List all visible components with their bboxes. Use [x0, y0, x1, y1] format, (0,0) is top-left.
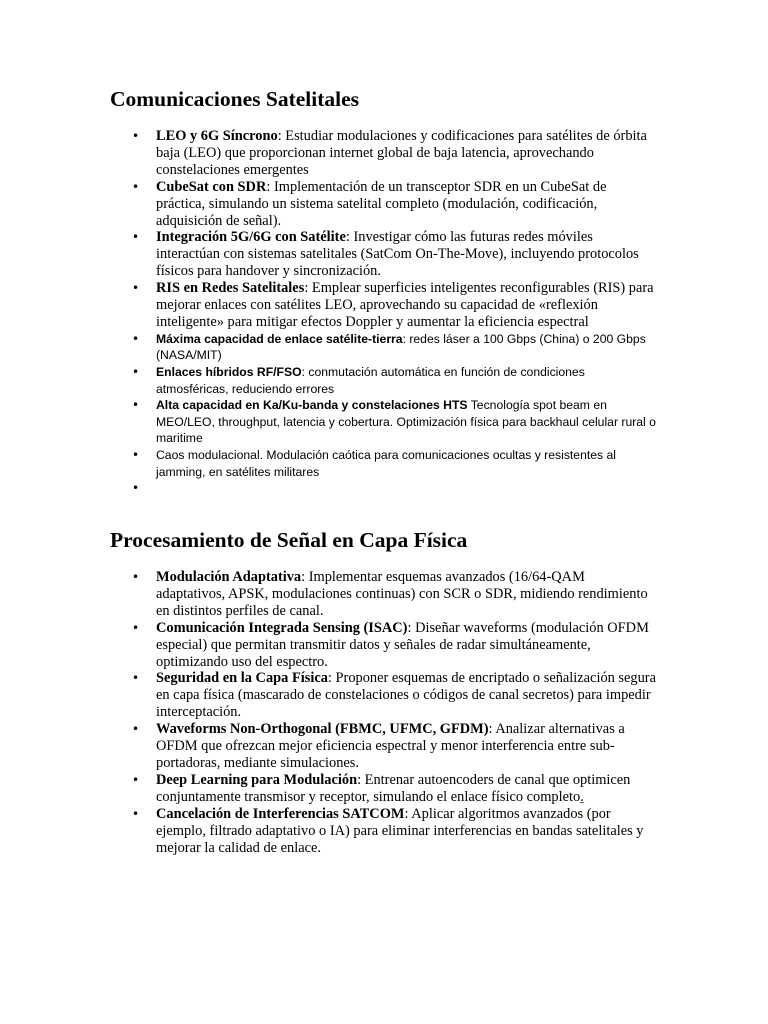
- item-description: : conmutación automática en función de condiciones atmosféricas, reduciendo errores: [156, 365, 585, 396]
- item-term: Alta capacidad en Ka/Ku-banda y constelaciones HTS: [156, 398, 468, 413]
- underlined-period: .: [580, 788, 584, 805]
- item-term: Deep Learning para Modulación: [156, 771, 358, 788]
- item-term: Waveforms Non-Orthogonal (FBMC, UFMC, GFDM): [156, 721, 489, 738]
- item-description: Tecnología spot beam en MEO/LEO, throughput, latencia y cobertura. Optimización física para backhaul celular rural o maritime: [156, 398, 656, 446]
- item-description: : Entrenar autoencoders de canal que optimicen conjuntamente transmisor y receptor, simulando el enlace físico completo: [156, 771, 631, 805]
- bullet-list-satellite-communications: [156, 128, 656, 497]
- item-term: RIS en Redes Satelitales: [156, 280, 305, 297]
- list-item: [156, 397, 656, 447]
- section-heading-satellite-communications: Comunicaciones Satelitales: [110, 87, 360, 111]
- item-term: Cancelación de Interferencias SATCOM: [156, 805, 405, 822]
- item-description: : Diseñar waveforms (modulación OFDM especial) que permitan transmitir datos y señales de radar simultáneamente, optimizando uso del espectro.: [156, 619, 649, 670]
- list-item: [156, 620, 656, 671]
- list-item: [156, 670, 656, 721]
- list-item: [156, 128, 656, 179]
- item-description: : Investigar cómo las futuras redes móviles interactúan con sistemas satelitales (SatCom On-The-Move), incluyendo protocolos físicos para handover y sincronización.: [156, 229, 639, 280]
- item-description: : Implementación de un transceptor SDR en un CubeSat de práctica, simulando un sistema satelital completo (modulación, codificación, adquisición de señal).: [156, 178, 607, 229]
- item-term: Comunicación Integrada Sensing (ISAC): [156, 619, 408, 636]
- item-description: : Implementar esquemas avanzados (16/64-QAM adaptativos, APSK, modulaciones continuas) con SCR o SDR, midiendo rendimiento en distintos perfiles de canal.: [156, 569, 648, 619]
- list-item: [156, 447, 656, 480]
- item-term: Integración 5G/6G con Satélite: [156, 229, 346, 246]
- list-item: [156, 364, 656, 397]
- list-item: [156, 569, 656, 620]
- item-description: : Proponer esquemas de encriptado o señalización segura en capa física (mascarado de constelaciones o códigos de canal secretos) para impedir interceptación.: [156, 670, 656, 721]
- item-description: : Aplicar algoritmos avanzados (por ejemplo, filtrado adaptativo o IA) para eliminar interferencias en bandas satelitales y mejorar la calidad de enlace.: [156, 805, 644, 856]
- item-description: Caos modulacional. Modulación caótica para comunicaciones ocultas y resistentes al jamming, en satélites militares: [156, 448, 616, 479]
- list-item: [156, 331, 656, 364]
- item-term: Modulación Adaptativa: [156, 569, 302, 585]
- item-term: Seguridad en la Capa Física: [156, 670, 328, 687]
- section-heading-physical-layer-processing: Procesamiento de Señal en Capa Física: [110, 528, 468, 552]
- item-description: : Emplear superficies inteligentes reconfigurables (RIS) para mejorar enlaces con satélites LEO, aprovechando su capacidad de «reflexión inteligente» para mitigar efectos Doppler y aumentar la eficiencia espectral: [156, 280, 654, 330]
- item-term: Enlaces híbridos RF/FSO: [156, 365, 302, 380]
- item-description: : redes láser a 100 Gbps (China) o 200 Gbps (NASA/MIT): [156, 331, 646, 363]
- item-description: : Estudiar modulaciones y codificaciones para satélites de órbita baja (LEO) que proporcionan internet global de baja latencia, aprovechando constelaciones emergentes: [156, 128, 647, 178]
- item-term: Máxima capacidad de enlace satélite-tierra: [156, 331, 403, 346]
- list-item: [156, 229, 656, 280]
- list-item: [156, 806, 656, 857]
- list-item: [156, 721, 656, 772]
- item-description: : Analizar alternativas a OFDM que ofrezcan mejor eficiencia espectral y menor interferencia entre sub-portadoras, mediante simulaciones.: [156, 721, 625, 771]
- list-item: [156, 280, 656, 331]
- bullet-list-physical-layer-processing: [156, 569, 656, 856]
- list-item: [156, 179, 656, 230]
- empty-list-item: [156, 480, 656, 497]
- item-term: CubeSat con SDR: [156, 178, 267, 195]
- item-term: LEO y 6G Síncrono: [156, 128, 278, 144]
- list-item: [156, 772, 656, 806]
